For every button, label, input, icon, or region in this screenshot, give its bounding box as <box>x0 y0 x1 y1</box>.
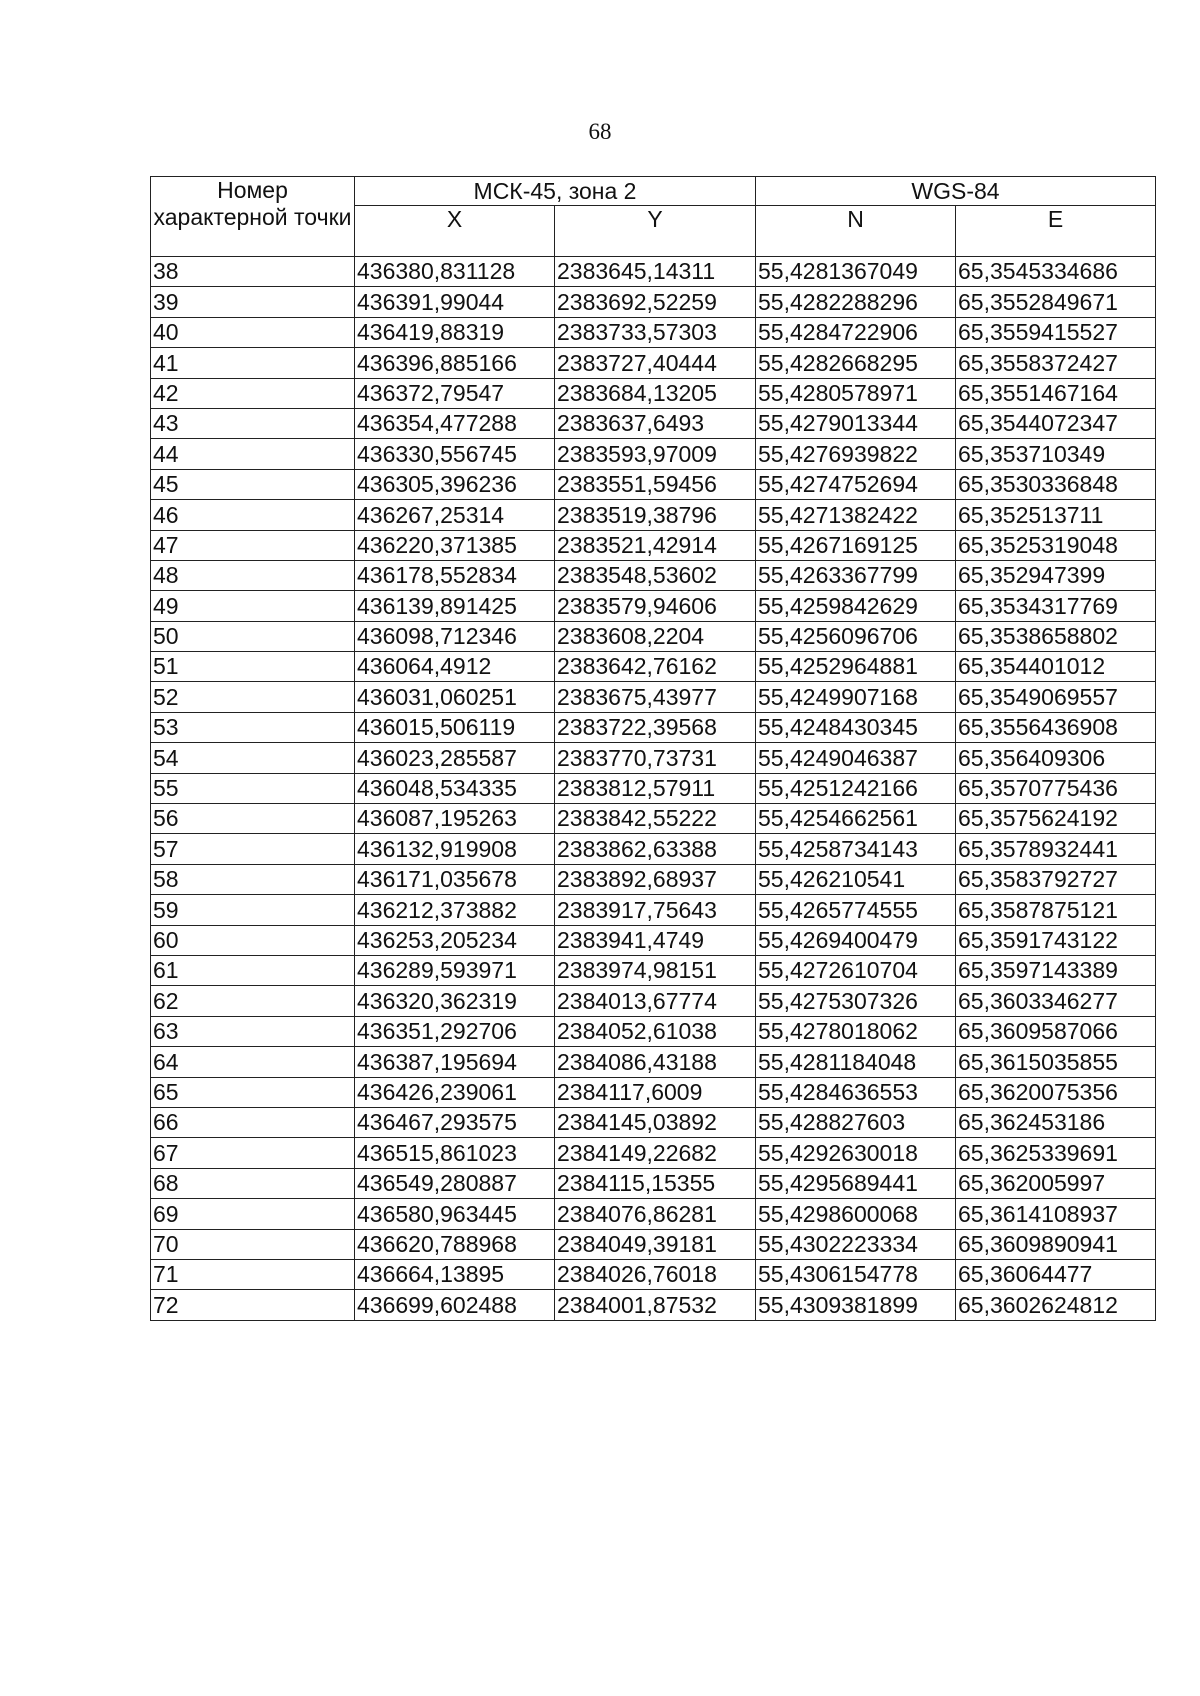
e-cell: 65,352513711 <box>956 500 1156 530</box>
n-cell: 55,426210541 <box>756 864 956 894</box>
table-row <box>151 652 1156 682</box>
n-cell: 55,4249046387 <box>756 743 956 773</box>
n-cell: 55,4309381899 <box>756 1290 956 1320</box>
n-cell: 55,4306154778 <box>756 1259 956 1289</box>
table-row <box>151 500 1156 530</box>
e-cell: 65,3597143389 <box>956 955 1156 985</box>
point-number-cell: 67 <box>151 1138 355 1168</box>
table-row <box>151 743 1156 773</box>
point-number-cell: 68 <box>151 1168 355 1198</box>
point-number-cell: 54 <box>151 743 355 773</box>
e-cell: 65,3625339691 <box>956 1138 1156 1168</box>
n-cell: 55,4302223334 <box>756 1229 956 1259</box>
e-cell: 65,3587875121 <box>956 895 1156 925</box>
e-cell: 65,3620075356 <box>956 1077 1156 1107</box>
y-cell: 2384013,67774 <box>555 986 756 1016</box>
point-number-cell: 45 <box>151 469 355 499</box>
n-cell: 55,4267169125 <box>756 530 956 560</box>
n-cell: 55,4272610704 <box>756 955 956 985</box>
e-cell: 65,36064477 <box>956 1259 1156 1289</box>
n-cell: 55,4281367049 <box>756 257 956 287</box>
x-cell: 436580,963445 <box>355 1199 555 1229</box>
table-row <box>151 1290 1156 1320</box>
e-cell: 65,362453186 <box>956 1107 1156 1137</box>
table-row <box>151 1047 1156 1077</box>
y-cell: 2383812,57911 <box>555 773 756 803</box>
x-cell: 436098,712346 <box>355 621 555 651</box>
e-cell: 65,352947399 <box>956 560 1156 590</box>
n-cell: 55,4269400479 <box>756 925 956 955</box>
x-cell: 436139,891425 <box>355 591 555 621</box>
y-cell: 2384026,76018 <box>555 1259 756 1289</box>
point-number-cell: 42 <box>151 378 355 408</box>
e-cell: 65,3534317769 <box>956 591 1156 621</box>
point-number-cell: 46 <box>151 500 355 530</box>
y-cell: 2384052,61038 <box>555 1016 756 1046</box>
table-row <box>151 804 1156 834</box>
y-cell: 2383892,68937 <box>555 864 756 894</box>
x-cell: 436087,195263 <box>355 804 555 834</box>
table-row <box>151 955 1156 985</box>
e-cell: 65,3583792727 <box>956 864 1156 894</box>
table-row <box>151 1259 1156 1289</box>
x-cell: 436171,035678 <box>355 864 555 894</box>
x-cell: 436212,373882 <box>355 895 555 925</box>
table-row <box>151 1168 1156 1198</box>
n-cell: 55,4274752694 <box>756 469 956 499</box>
e-cell: 65,3530336848 <box>956 469 1156 499</box>
table-row <box>151 834 1156 864</box>
e-cell: 65,3578932441 <box>956 834 1156 864</box>
table-row <box>151 591 1156 621</box>
table-row <box>151 560 1156 590</box>
x-cell: 436354,477288 <box>355 408 555 438</box>
y-cell: 2383770,73731 <box>555 743 756 773</box>
y-cell: 2384145,03892 <box>555 1107 756 1137</box>
table-row <box>151 408 1156 438</box>
n-cell: 55,4271382422 <box>756 500 956 530</box>
x-cell: 436220,371385 <box>355 530 555 560</box>
table-row <box>151 1016 1156 1046</box>
table-row <box>151 1229 1156 1259</box>
point-number-cell: 50 <box>151 621 355 651</box>
y-cell: 2383642,76162 <box>555 652 756 682</box>
point-number-cell: 66 <box>151 1107 355 1137</box>
n-cell: 55,4284636553 <box>756 1077 956 1107</box>
point-number-cell: 57 <box>151 834 355 864</box>
table-row <box>151 469 1156 499</box>
n-cell: 55,4254662561 <box>756 804 956 834</box>
wgs-group-header: WGS-84 <box>756 177 1156 206</box>
table-row <box>151 1199 1156 1229</box>
y-cell: 2383862,63388 <box>555 834 756 864</box>
y-cell: 2383548,53602 <box>555 560 756 590</box>
y-cell: 2384076,86281 <box>555 1199 756 1229</box>
y-cell: 2383941,4749 <box>555 925 756 955</box>
x-cell: 436253,205234 <box>355 925 555 955</box>
table-row <box>151 773 1156 803</box>
n-cell: 55,4258734143 <box>756 834 956 864</box>
y-header: Y <box>555 206 756 257</box>
coordinates-table <box>150 176 1156 1321</box>
table-row <box>151 986 1156 1016</box>
x-cell: 436549,280887 <box>355 1168 555 1198</box>
n-cell: 55,4282668295 <box>756 348 956 378</box>
table-row <box>151 530 1156 560</box>
point-number-header: Номер характерной точки <box>151 177 355 257</box>
e-cell: 65,3602624812 <box>956 1290 1156 1320</box>
e-cell: 65,3609587066 <box>956 1016 1156 1046</box>
e-cell: 65,3525319048 <box>956 530 1156 560</box>
point-number-cell: 39 <box>151 287 355 317</box>
n-cell: 55,4298600068 <box>756 1199 956 1229</box>
e-cell: 65,3556436908 <box>956 712 1156 742</box>
y-cell: 2383727,40444 <box>555 348 756 378</box>
x-cell: 436289,593971 <box>355 955 555 985</box>
table-body <box>151 257 1156 1321</box>
y-cell: 2383637,6493 <box>555 408 756 438</box>
point-number-cell: 56 <box>151 804 355 834</box>
x-cell: 436467,293575 <box>355 1107 555 1137</box>
x-cell: 436031,060251 <box>355 682 555 712</box>
point-number-cell: 69 <box>151 1199 355 1229</box>
e-cell: 65,3614108937 <box>956 1199 1156 1229</box>
table-row <box>151 864 1156 894</box>
y-cell: 2383842,55222 <box>555 804 756 834</box>
e-cell: 65,354401012 <box>956 652 1156 682</box>
y-cell: 2383974,98151 <box>555 955 756 985</box>
e-cell: 65,3615035855 <box>956 1047 1156 1077</box>
table-row <box>151 348 1156 378</box>
e-cell: 65,3544072347 <box>956 408 1156 438</box>
x-header: X <box>355 206 555 257</box>
table-header <box>151 177 1156 257</box>
point-number-cell: 72 <box>151 1290 355 1320</box>
y-cell: 2384115,15355 <box>555 1168 756 1198</box>
table-row <box>151 1077 1156 1107</box>
y-cell: 2383684,13205 <box>555 378 756 408</box>
point-number-cell: 61 <box>151 955 355 985</box>
y-cell: 2383722,39568 <box>555 712 756 742</box>
point-number-cell: 41 <box>151 348 355 378</box>
x-cell: 436380,831128 <box>355 257 555 287</box>
n-cell: 55,4248430345 <box>756 712 956 742</box>
n-cell: 55,4284722906 <box>756 317 956 347</box>
n-cell: 55,4292630018 <box>756 1138 956 1168</box>
e-cell: 65,3558372427 <box>956 348 1156 378</box>
point-number-cell: 58 <box>151 864 355 894</box>
y-cell: 2383692,52259 <box>555 287 756 317</box>
point-number-cell: 59 <box>151 895 355 925</box>
e-cell: 65,3575624192 <box>956 804 1156 834</box>
table-row <box>151 1107 1156 1137</box>
e-cell: 65,3545334686 <box>956 257 1156 287</box>
point-number-cell: 38 <box>151 257 355 287</box>
e-cell: 65,3591743122 <box>956 925 1156 955</box>
x-cell: 436426,239061 <box>355 1077 555 1107</box>
y-cell: 2383593,97009 <box>555 439 756 469</box>
n-cell: 55,4252964881 <box>756 652 956 682</box>
point-number-cell: 63 <box>151 1016 355 1046</box>
e-header: E <box>956 206 1156 257</box>
point-number-cell: 53 <box>151 712 355 742</box>
y-cell: 2384001,87532 <box>555 1290 756 1320</box>
x-cell: 436015,506119 <box>355 712 555 742</box>
n-cell: 55,4276939822 <box>756 439 956 469</box>
n-header: N <box>756 206 956 257</box>
table-row <box>151 1138 1156 1168</box>
page-number: 68 <box>588 119 612 144</box>
y-cell: 2384049,39181 <box>555 1229 756 1259</box>
e-cell: 65,3549069557 <box>956 682 1156 712</box>
e-cell: 65,362005997 <box>956 1168 1156 1198</box>
x-cell: 436396,885166 <box>355 348 555 378</box>
x-cell: 436515,861023 <box>355 1138 555 1168</box>
y-cell: 2384117,6009 <box>555 1077 756 1107</box>
point-number-cell: 52 <box>151 682 355 712</box>
y-cell: 2383675,43977 <box>555 682 756 712</box>
point-number-cell: 71 <box>151 1259 355 1289</box>
table-row <box>151 621 1156 651</box>
y-cell: 2383521,42914 <box>555 530 756 560</box>
e-cell: 65,3538658802 <box>956 621 1156 651</box>
n-cell: 55,4281184048 <box>756 1047 956 1077</box>
y-cell: 2383519,38796 <box>555 500 756 530</box>
x-cell: 436023,285587 <box>355 743 555 773</box>
x-cell: 436372,79547 <box>355 378 555 408</box>
point-number-cell: 62 <box>151 986 355 1016</box>
point-number-cell: 64 <box>151 1047 355 1077</box>
e-cell: 65,3559415527 <box>956 317 1156 347</box>
x-cell: 436387,195694 <box>355 1047 555 1077</box>
table-row <box>151 895 1156 925</box>
point-number-cell: 44 <box>151 439 355 469</box>
n-cell: 55,4263367799 <box>756 560 956 590</box>
n-cell: 55,4295689441 <box>756 1168 956 1198</box>
table-row <box>151 439 1156 469</box>
n-cell: 55,4279013344 <box>756 408 956 438</box>
table-row <box>151 682 1156 712</box>
x-cell: 436351,292706 <box>355 1016 555 1046</box>
x-cell: 436305,396236 <box>355 469 555 499</box>
x-cell: 436320,362319 <box>355 986 555 1016</box>
y-cell: 2383645,14311 <box>555 257 756 287</box>
y-cell: 2383608,2204 <box>555 621 756 651</box>
x-cell: 436620,788968 <box>355 1229 555 1259</box>
y-cell: 2383733,57303 <box>555 317 756 347</box>
point-number-cell: 55 <box>151 773 355 803</box>
table-row <box>151 257 1156 287</box>
x-cell: 436699,602488 <box>355 1290 555 1320</box>
n-cell: 55,4282288296 <box>756 287 956 317</box>
table-row <box>151 378 1156 408</box>
point-number-cell: 51 <box>151 652 355 682</box>
e-cell: 65,3552849671 <box>956 287 1156 317</box>
n-cell: 55,428827603 <box>756 1107 956 1137</box>
n-cell: 55,4280578971 <box>756 378 956 408</box>
x-cell: 436664,13895 <box>355 1259 555 1289</box>
y-cell: 2383917,75643 <box>555 895 756 925</box>
x-cell: 436132,919908 <box>355 834 555 864</box>
point-number-cell: 43 <box>151 408 355 438</box>
point-number-cell: 70 <box>151 1229 355 1259</box>
y-cell: 2383551,59456 <box>555 469 756 499</box>
y-cell: 2383579,94606 <box>555 591 756 621</box>
point-number-cell: 65 <box>151 1077 355 1107</box>
e-cell: 65,356409306 <box>956 743 1156 773</box>
x-cell: 436330,556745 <box>355 439 555 469</box>
point-number-cell: 49 <box>151 591 355 621</box>
e-cell: 65,3551467164 <box>956 378 1156 408</box>
n-cell: 55,4251242166 <box>756 773 956 803</box>
n-cell: 55,4249907168 <box>756 682 956 712</box>
table-row <box>151 287 1156 317</box>
n-cell: 55,4275307326 <box>756 986 956 1016</box>
x-cell: 436178,552834 <box>355 560 555 590</box>
n-cell: 55,4256096706 <box>756 621 956 651</box>
point-number-cell: 40 <box>151 317 355 347</box>
x-cell: 436048,534335 <box>355 773 555 803</box>
msk-group-header: МСК-45, зона 2 <box>355 177 756 206</box>
n-cell: 55,4259842629 <box>756 591 956 621</box>
point-number-cell: 60 <box>151 925 355 955</box>
y-cell: 2384086,43188 <box>555 1047 756 1077</box>
point-number-cell: 47 <box>151 530 355 560</box>
table-row <box>151 925 1156 955</box>
x-cell: 436064,4912 <box>355 652 555 682</box>
n-cell: 55,4265774555 <box>756 895 956 925</box>
e-cell: 65,3603346277 <box>956 986 1156 1016</box>
x-cell: 436267,25314 <box>355 500 555 530</box>
table-row <box>151 712 1156 742</box>
n-cell: 55,4278018062 <box>756 1016 956 1046</box>
e-cell: 65,3570775436 <box>956 773 1156 803</box>
x-cell: 436419,88319 <box>355 317 555 347</box>
x-cell: 436391,99044 <box>355 287 555 317</box>
e-cell: 65,353710349 <box>956 439 1156 469</box>
y-cell: 2384149,22682 <box>555 1138 756 1168</box>
table-row <box>151 317 1156 347</box>
point-number-cell: 48 <box>151 560 355 590</box>
e-cell: 65,3609890941 <box>956 1229 1156 1259</box>
